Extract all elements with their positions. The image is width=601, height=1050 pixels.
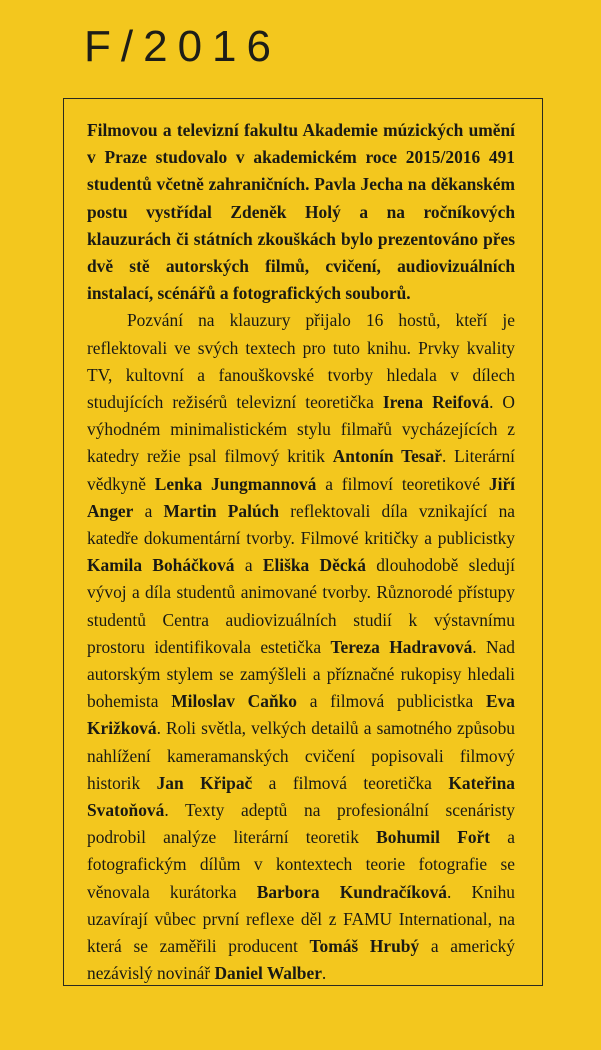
body-text-segment: . Texty adeptů na profesionální scenáristy podrobil analýze literární teoretik <box>87 800 515 848</box>
person-name: Antonín Tesař <box>332 446 442 467</box>
body-text-segment: a filmová publicistka <box>296 691 486 712</box>
body-text-segment: a <box>133 500 164 521</box>
person-name: Bohumil Fořt <box>376 827 491 848</box>
person-name: Kamila Boháčková <box>87 555 235 576</box>
person-name: Miloslav Caňko <box>171 691 297 712</box>
person-name: Irena Reifová <box>382 392 490 413</box>
body-text-segment: a filmová teoretička <box>252 772 449 793</box>
person-name: Kateřina Svatoňová <box>87 772 515 821</box>
person-name: Eliška Děcká <box>262 555 366 576</box>
person-name: Tomáš Hrubý <box>309 936 420 957</box>
body-paragraph <box>87 307 515 987</box>
person-name: Daniel Walber <box>214 963 322 984</box>
person-name: Jan Křipač <box>156 772 253 793</box>
person-name: Martin Palúch <box>163 500 280 521</box>
body-text-segment: a fotografickým dílům v kontextech teorie fotografie se věnovala kurátorka <box>87 827 516 902</box>
person-name: Lenka Jungmannová <box>154 473 317 494</box>
body-text-segment: a americký nezávislý novinář <box>87 936 515 984</box>
body-text-segment: a filmoví teoretikové <box>316 473 489 494</box>
person-name: Barbora Kundračíková <box>256 881 447 902</box>
cover-title: F/2016 <box>84 22 281 71</box>
intro-paragraph: Filmovou a televizní fakultu Akademie múzických umění v Praze studovalo v akademickém roce 2015/2016 491 studentů včetně zahraničních. Pavla Jecha na děkanském postu vystřídal Zdeněk Holý a na ročníkových klauzurách či státních zkouškách bylo prezentováno přes dvě stě autorských filmů, cvičení, audiovizuálních instalací, scénářů a fotografických souborů. <box>87 120 515 304</box>
body-text-segment: . Knihu uzavírají vůbec první reflexe děl z FAMU International, na která se zaměřili producent <box>87 881 515 957</box>
body-text-segment: . Nad autorským stylem se zamýšleli a příznačné rukopisy hledali bohemista <box>87 636 515 712</box>
person-name: Jiří Anger <box>87 473 515 521</box>
body-text-segment: . O výhodném minimalistickém stylu filmařů vycházejících z katedry režie psal filmový kritik <box>87 392 515 467</box>
person-name: Eva Križková <box>87 691 515 739</box>
body-text-segment: . Literární vědkyně <box>87 446 515 494</box>
body-text-segment: . Roli světla, velkých detailů a samotného způsobu nahlížení kameramanských cvičení popisovali filmový historik <box>87 718 515 793</box>
body-text-segment: reflektovali díla vznikající na katedře dokumentární tvorby. Filmové kritičky a publicistky <box>87 500 515 549</box>
body-text-segment: dlouhodobě sledují vývoj a díla studentů animované tvorby. Různorodé přístupy studentů Centra audiovizuálních studií k výstavnímu prostoru identifikovala estetička <box>87 555 515 657</box>
blurb <box>87 117 515 988</box>
body-text-segment: Pozvání na klauzury přijalo 16 hostů, kteří je reflektovali ve svých textech pro tuto knihu. Prvky kvality TV, kultovní a fanouškovské tvorby hledala v dílech studujících režisérů televizní teoretička <box>87 310 515 413</box>
person-name: Tereza Hadravová <box>330 636 473 657</box>
body-text-segment: a <box>234 555 263 576</box>
body-text-segment: . <box>321 963 327 984</box>
